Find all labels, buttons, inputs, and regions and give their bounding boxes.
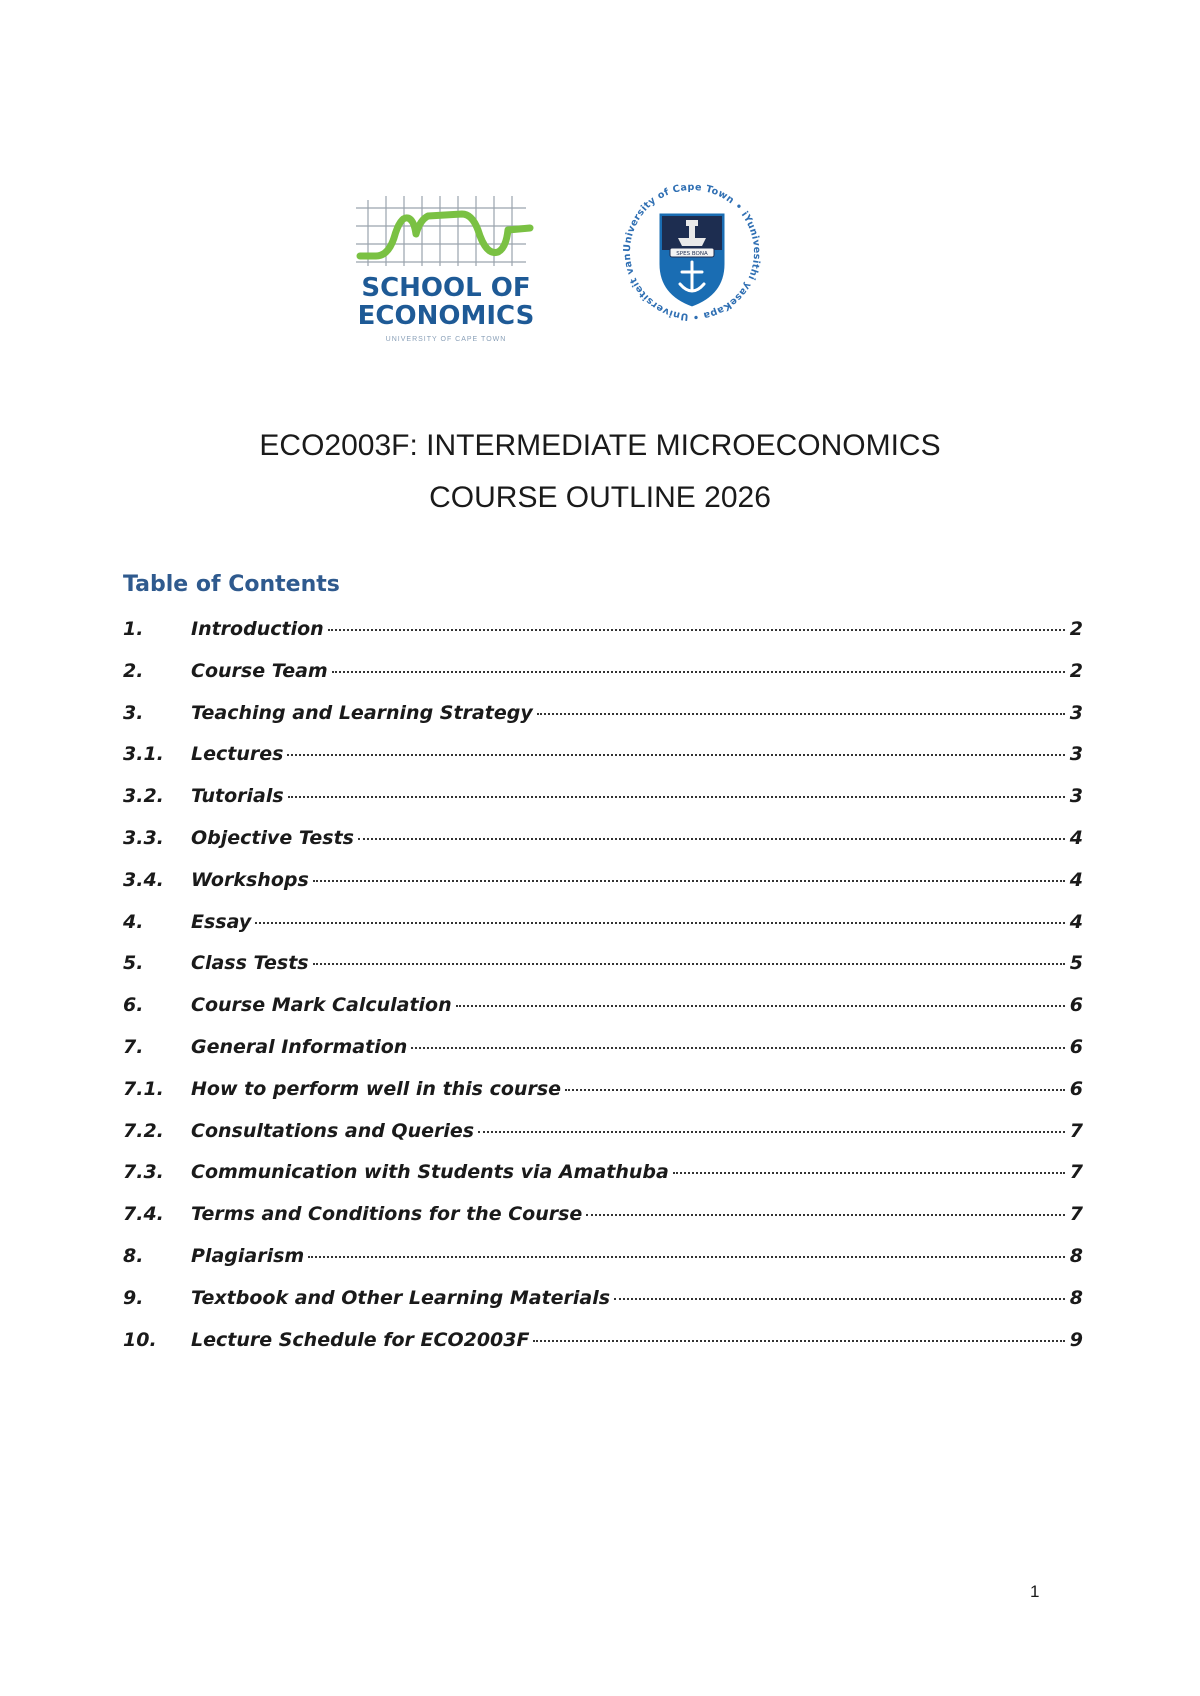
toc-entry-page: 2 (1069, 659, 1083, 682)
toc-entry-number: 3.2. (123, 785, 164, 808)
toc-entry[interactable] (123, 1245, 1083, 1287)
toc-dot-leader (537, 713, 1065, 715)
toc-entry-number: 10. (123, 1328, 157, 1351)
toc-entry-page: 6 (1069, 1035, 1083, 1058)
toc-entry[interactable] (123, 911, 1083, 953)
toc-dot-leader (456, 1005, 1065, 1007)
toc-entry-title: General Information (191, 1035, 408, 1058)
toc-entry-title: Lectures (191, 743, 284, 766)
toc-entry-title: Essay (191, 910, 252, 933)
toc-entry-title: Terms and Conditions for the Course (191, 1203, 583, 1226)
toc-entry[interactable] (123, 702, 1083, 744)
toc-entry-page: 8 (1069, 1244, 1083, 1267)
toc-entry[interactable] (123, 1287, 1083, 1329)
toc-entry-page: 7 (1069, 1203, 1083, 1226)
toc-entry-number: 9. (123, 1286, 144, 1309)
toc-dot-leader (308, 1256, 1065, 1258)
toc-dot-leader (358, 838, 1065, 840)
toc-entry-page: 4 (1069, 868, 1083, 891)
toc-entry-title: Tutorials (191, 785, 284, 808)
toc-entry-title: Workshops (191, 868, 309, 891)
toc-entry-number: 7.1. (123, 1077, 164, 1100)
uct-seal-logo (612, 172, 772, 332)
document-title (0, 420, 1200, 524)
toc-entry[interactable] (123, 869, 1083, 911)
toc-entry-page: 9 (1069, 1328, 1083, 1351)
toc-entry-number: 6. (123, 994, 144, 1017)
toc-entry-number: 3. (123, 701, 144, 724)
toc-entry-title: Course Mark Calculation (191, 994, 452, 1017)
toc-dot-leader (332, 671, 1065, 673)
toc-dot-leader (533, 1340, 1065, 1342)
toc-entry-number: 8. (123, 1244, 144, 1267)
toc-entry-title: Introduction (191, 618, 324, 640)
toc-entry-page: 7 (1069, 1119, 1083, 1142)
school-logo-line1: SCHOOL OF (361, 273, 531, 303)
toc-dot-leader (411, 1047, 1065, 1049)
toc-dot-leader (614, 1298, 1065, 1300)
toc-entry[interactable] (123, 827, 1083, 869)
toc-entry[interactable] (123, 618, 1083, 660)
page-number: 1 (1030, 1582, 1040, 1601)
toc-entry-number: 7.2. (123, 1119, 164, 1142)
toc-entry[interactable] (123, 1078, 1083, 1120)
toc-entry[interactable] (123, 1120, 1083, 1162)
school-of-economics-logo (354, 194, 538, 344)
toc-entry-number: 7. (123, 1035, 144, 1058)
toc-entry-page: 4 (1069, 826, 1083, 849)
toc-entry-title: Class Tests (191, 952, 309, 975)
toc-entry-page: 3 (1069, 743, 1083, 766)
toc-entry-page: 5 (1069, 952, 1083, 975)
toc-heading: Table of Contents (123, 572, 340, 597)
toc-entry-title: Objective Tests (191, 826, 354, 849)
toc-entry-page: 4 (1069, 910, 1083, 933)
toc-entry-page: 7 (1069, 1161, 1083, 1184)
toc-entry-number: 7.4. (123, 1203, 164, 1226)
toc-dot-leader (288, 796, 1065, 798)
toc-dot-leader (313, 963, 1065, 965)
toc-dot-leader (478, 1131, 1065, 1133)
toc-entry-title: Plagiarism (191, 1244, 305, 1267)
table-of-contents (123, 618, 1083, 1370)
uct-ring-text: University of Cape Town • iYunivesithi yaseKapa • Universiteit van (621, 181, 763, 323)
toc-entry-title: Consultations and Queries (191, 1119, 475, 1142)
toc-entry-page: 6 (1069, 1077, 1083, 1100)
toc-entry-title: Lecture Schedule for ECO2003F (191, 1328, 530, 1351)
toc-entry[interactable] (123, 1329, 1083, 1371)
toc-entry-page: 3 (1069, 701, 1083, 724)
toc-entry-title: Textbook and Other Learning Materials (191, 1286, 611, 1309)
toc-entry[interactable] (123, 660, 1083, 702)
toc-dot-leader (586, 1214, 1065, 1216)
toc-dot-leader (328, 629, 1065, 631)
toc-dot-leader (673, 1172, 1065, 1174)
school-logo-line2: ECONOMICS (357, 301, 535, 331)
school-logo-subtitle: UNIVERSITY OF CAPE TOWN (385, 336, 507, 343)
toc-entry-page: 8 (1069, 1286, 1083, 1309)
header-logos (0, 168, 1200, 358)
toc-entry-number: 5. (123, 952, 144, 975)
toc-dot-leader (255, 922, 1065, 924)
course-title: ECO2003F: INTERMEDIATE MICROECONOMICS (259, 429, 941, 462)
toc-dot-leader (287, 754, 1065, 756)
toc-entry[interactable] (123, 952, 1083, 994)
toc-entry-number: 3.3. (123, 826, 164, 849)
toc-entry-number: 2. (123, 659, 144, 682)
toc-entry-number: 7.3. (123, 1161, 164, 1184)
toc-entry-number: 4. (123, 910, 144, 933)
toc-entry-number: 3.1. (123, 743, 164, 766)
toc-dot-leader (313, 880, 1065, 882)
toc-entry-title: Teaching and Learning Strategy (191, 701, 533, 724)
toc-entry-title: Course Team (191, 659, 328, 682)
toc-entry-number: 1. (123, 618, 144, 640)
toc-entry-page: 6 (1069, 994, 1083, 1017)
toc-entry-page: 2 (1069, 618, 1083, 640)
toc-entry-page: 3 (1069, 785, 1083, 808)
toc-dot-leader (565, 1089, 1065, 1091)
toc-entry-number: 3.4. (123, 868, 164, 891)
uct-ribbon-text: SPES BONA (676, 251, 708, 257)
uct-crest-icon (612, 172, 772, 332)
toc-entry-title: How to perform well in this course (191, 1077, 562, 1100)
toc-entry[interactable] (123, 785, 1083, 827)
course-subtitle: COURSE OUTLINE 2026 (429, 481, 771, 514)
toc-entry[interactable] (123, 743, 1083, 785)
economics-graph-icon (354, 194, 538, 274)
toc-entry[interactable] (123, 1203, 1083, 1245)
toc-entry[interactable] (123, 1036, 1083, 1078)
toc-entry-title: Communication with Students via Amathuba (191, 1161, 669, 1184)
toc-entry[interactable] (123, 994, 1083, 1036)
toc-entry[interactable] (123, 1161, 1083, 1203)
